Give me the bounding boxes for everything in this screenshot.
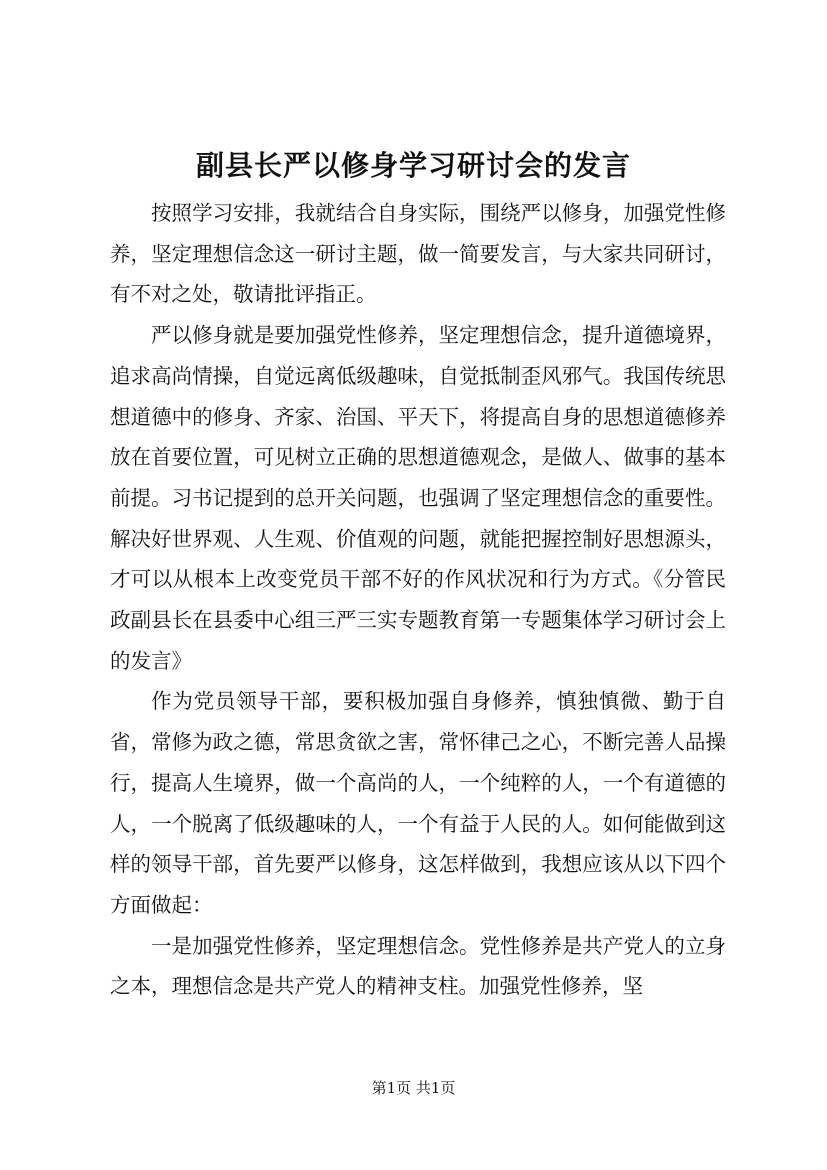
paragraph-leadership: 作为党员领导干部，要积极加强自身修养，慎独慎微、勤于自省，常修为政之德，常思贪欲之害，常怀律己之心，不断完善人品操行，提高人生境界，做一个高尚的人，一个纯粹的人，一个有道德的人，一个脱离了低级趣味的人，一个有益于人民的人。如何能做到这样的领导干部，首先要严以修身，这怎样做到，我想应该从以下四个方面做起： [110,689,726,917]
paragraph-intro: 按照学习安排，我就结合自身实际，围绕严以修身，加强党性修养，坚定理想信念这一研讨主题，做一简要发言，与大家共同研讨，有不对之处，敬请批评指正。 [110,201,726,307]
page-number-footer: 第1页 共1页 [371,1079,456,1097]
document-body [110,193,726,1007]
document-title: 副县长严以修身学习研讨会的发言 [195,149,631,182]
paragraph-point-one: 一是加强党性修养，坚定理想信念。党性修养是共产党人的立身之本，理想信念是共产党人的精神支柱。加强党性修养，坚 [110,933,726,999]
paragraph-self-cultivation: 严以修身就是要加强党性修养，坚定理想信念，提升道德境界，追求高尚情操，自觉远离低级趣味，自觉抵制歪风邪气。我国传统思想道德中的修身、齐家、治国、平天下，将提高自身的思想道德修养放在首要位置，可见树立正确的思想道德观念，是做人、做事的基本前提。习书记提到的总开关问题，也强调了坚定理想信念的重要性。解决好世界观、人生观、价值观的问题，就能把握控制好思想源头，才可以从根本上改变党员干部不好的作风状况和行为方式。《分管民政副县长在县委中心组三严三实专题教育第一专题集体学习研讨会上的发言》 [110,323,726,673]
